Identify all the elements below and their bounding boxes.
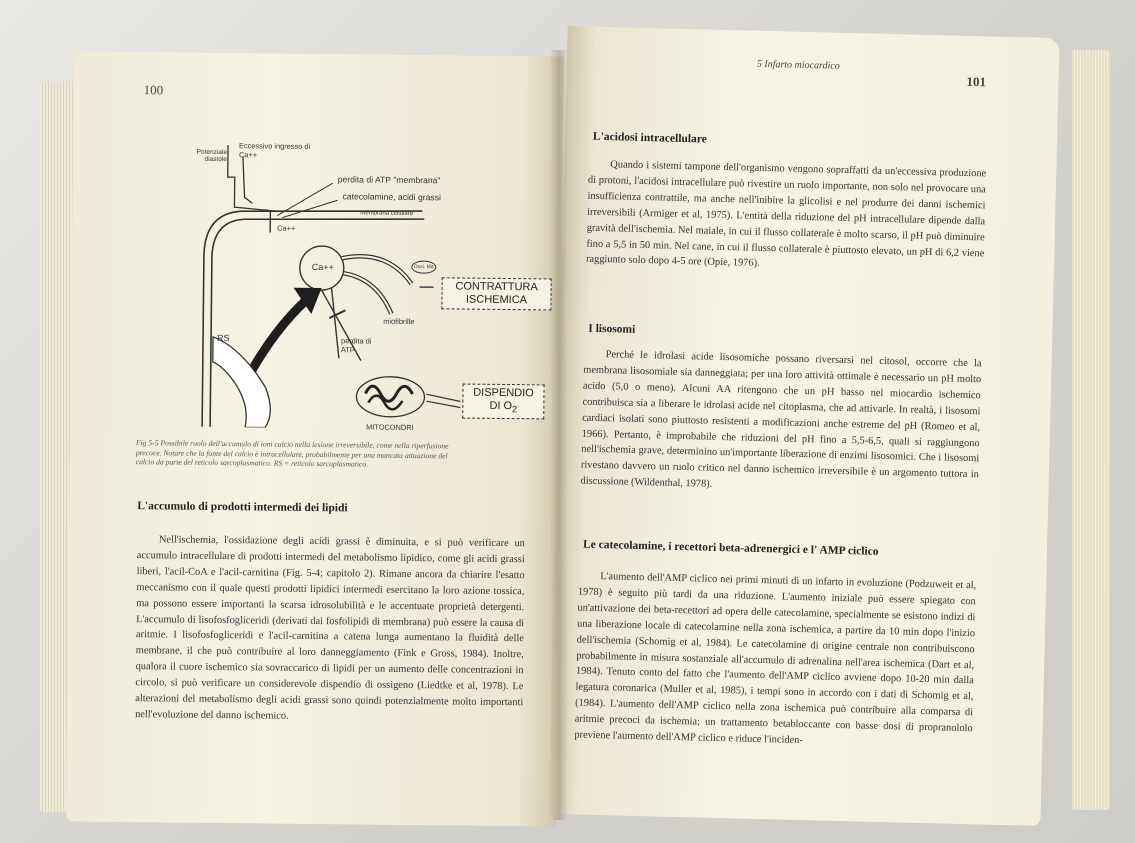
paragraph-acidosi: Quando i sistemi tampone dell'organismo vengono sopraffatti da un'eccessiva produzione di protoni, l'acidosi intracellulare può rivestire un ruolo importante, non solo nel provocare una insufficienza contrattile, ma anche nell'inibire la glicolisi e nel produrre dei danni ischemici irreversibili (Armiger et al, 1975). L'entità della riduzione del pH intracellulare dipende dalla gravità dell'ischemia. Nel maiale, in cui il flusso collaterale è molto scarso, il pH può diminuire fino a 5,5 in 50 min. Nel cane, in cui il flusso collaterale è piuttosto elevato, un pH di 6,2 viene raggiunto solo dopo 4-5 ore (Opie, 1976). [585, 159, 987, 270]
running-head: 5 Infarto miocardico [756, 58, 840, 72]
page-stack-right [1072, 50, 1110, 810]
label-rs: RS [217, 332, 230, 344]
box-dispendio-line1: DISPENDIO [473, 386, 534, 400]
label-ca-center: Ca++ [311, 261, 334, 273]
label-perdita-atp: perdita di ATP [340, 336, 372, 355]
label-potenziale: Potenziale diastole [196, 148, 228, 164]
label-catecolamine: catecolamine, acidi grassi [342, 191, 441, 203]
label-membrana-cellulare: membrana cellulare [360, 210, 414, 218]
heading-accumulo-lipidi: L'accumulo di prodotti intermedi dei lipidi [137, 500, 348, 515]
paragraph-catecolamine: L'aumento dell'AMP ciclico nei primi minuti di un infarto in evoluzione (Podzuweit et al, 1978) è seguito più tardi da una riduzione. L'aumento iniziale può essere spiegato con un'attivazione dei beta-recettori ad opera delle catecolamine, specialmente se esistono indizi di una liberazione locale di catecolamine nella zona ischemica, a partire da 10 min dopo l'inizio dell'ischemia (Schomig et al, 1984). Le catecolamine di origine centrale non contribuiscono probabilmente in misura sostanziale all'accumulo di adrenalina nell'area ischemica (Dart et al, 1984). Tenuto conto del fatto che l'aumento dell'AMP ciclico avviene dopo 10-20 min dalla legatura coronarica (Muller et al, 1985), i tempi sono in accordo con i dati di Schomig et al, (1984). L'aumento dell'AMP ciclico nella zona ischemica può contribuire alla comparsa di aritmie precoci da ischemia; un trattamento betabloccante con basse dosi di propranololo previene l'aumento dell'AMP ciclico e riduce l'inciden- [574, 571, 977, 747]
label-eccessivo-ingresso: Eccessivo ingresso di Ca++ [238, 141, 311, 160]
label-tag: Ossi. Mit. [413, 264, 435, 271]
heading-catecolamine: Le catecolamine, i recettori beta-adrenergici e l' AMP ciclico [582, 538, 879, 558]
label-mitocondri: MITOCONDRI [366, 422, 414, 433]
page-number-right: 101 [966, 73, 987, 90]
box-dispendio-o2 [462, 384, 544, 420]
paragraph-accumulo-lipidi: Nell'ischemia, l'ossidazione degli acidi grassi è diminuita, e si può verificare un accumulo intracellulare di prodotti intermedi del metabolismo lipidico, come gli acidi grassi liberi, l'acil-CoA e l'acil-carnitina (Fig. 5-4; capitolo 2). Rimane ancora da chiarire l'esatto meccanismo con il quale questi prodotti lipidici intermedi esercitano la loro azione tossica, ma possono essere importanti la scarsa idrosolubilità e le accentuate proprietà detergenti. L'accumulo di lisofosfogliceridi (derivati dai fosfolipidi di membrana) può essere la causa di aritmie. I lisofosfogliceridi e l'acil-carnitina a catena lunga aumentano la fluidità delle membrane, il che può contribuire al loro danneggiamento (Fink e Gross, 1984). Inoltre, qualora il cuore ischemico sia sovraccarico di lipidi per un aumento delle concentrazioni in circolo, si può verificare un considerevole dispendio di ossigeno (Liedtke et al, 1978). Le alterazioni del metabolismo degli acidi grassi sono quindi potenzialmente molto importanti nell'evoluzione del danno ischemico. [135, 534, 525, 722]
box-contrattura-ischemica: CONTRATTURA ISCHEMICA [441, 277, 551, 310]
paragraph-lisosomi: Perché le idrolasi acide lisosomiche possano riversarsi nel citosol, occorre che la membrana lisosomiale sia danneggiata; per una loro attività ottimale è necessario un pH molto acido (5,0 o meno). Alcuni AA ritengono che un pH basso nel miocardio ischemico contribuisca sia a liberare le idrolasi acide nel citoplasma, che ad attivarle. In realtà, i lisosomi cardiaci isolati sono piuttosto resistenti a modificazioni anche estreme del pH (Romeo et al, 1966). Pertanto, è improbabile che riduzioni del pH fino a 5,5-6,5, quali si raggiungono nell'ischemia grave, determinino un'importante liberazione di enzimi lisosomici. Che i lisosomi rivestano davvero un ruolo critico nel danno ischemico irreversibile è un argomento tuttora in discussione (Wildenthal, 1978). [580, 349, 982, 491]
label-perdita-atp-membrana: perdita di ATP "membrana" [337, 174, 441, 186]
heading-acidosi: L'acidosi intracellulare [592, 130, 707, 146]
right-page [548, 26, 1059, 826]
book-gutter [550, 50, 568, 820]
page-number-left: 100 [143, 82, 164, 98]
label-ca-membrane: Ca++ [277, 223, 296, 233]
left-page [66, 51, 564, 826]
open-book [30, 20, 1110, 830]
box-dispendio-subscript: 2 [512, 404, 518, 415]
figure-5-5 [170, 136, 538, 433]
heading-lisosomi: I lisosomi [588, 322, 636, 336]
box-dispendio-line2: DI O [489, 399, 513, 413]
figure-caption: Fig 5-5 Possibile ruolo dell'accumulo di ioni calcio nella lesione irreversibile, come nella riperfusione precoce. Notare che la fonte del calcio è intracellulare, probabilmente per una mancata attuazione del calcio da parte del reticolo sarcoplasmatico. RS = reticolo sarcoplasmatico. [135, 438, 449, 469]
label-miofibrille: miofibrille [383, 316, 415, 327]
